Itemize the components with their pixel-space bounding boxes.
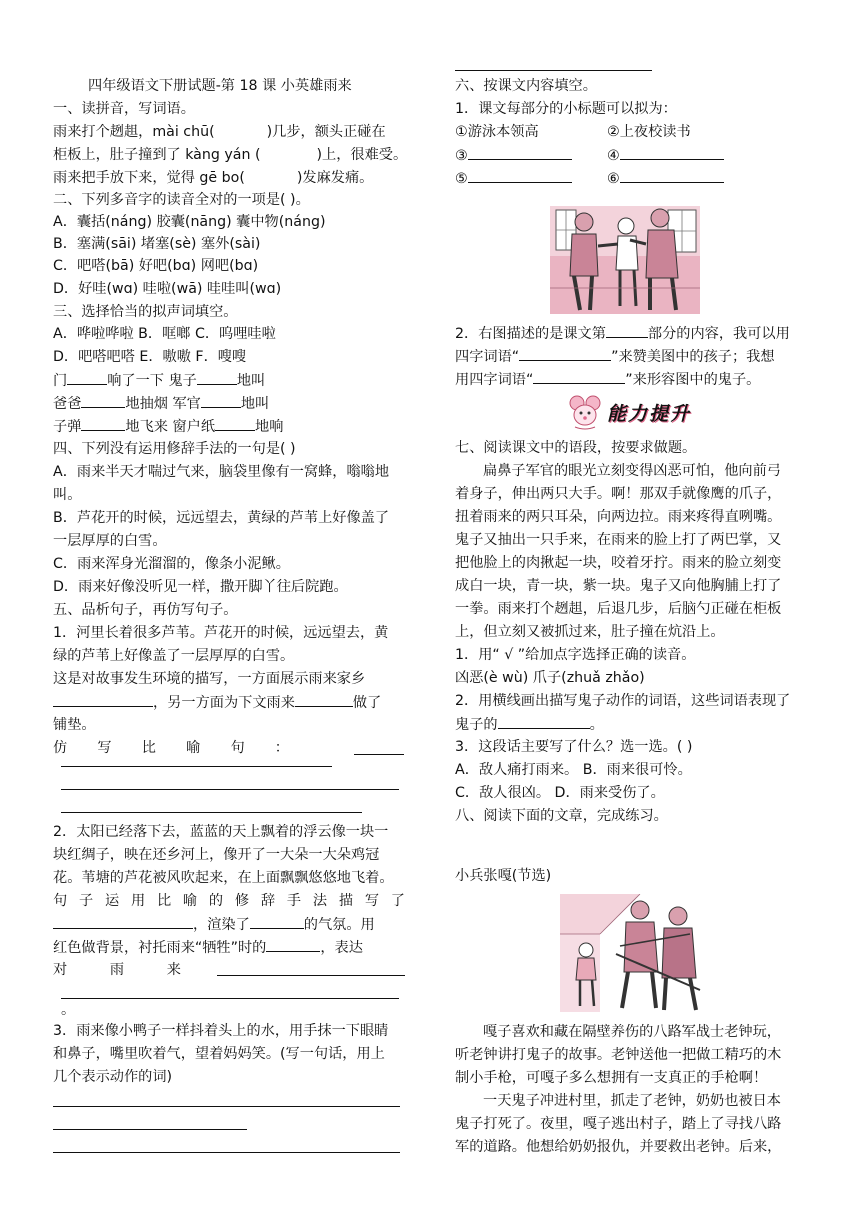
s1-line-1: 雨来打个趔趄，mài chū( )几步，额头正碰在 <box>53 124 386 140</box>
section-6-heading: 六、按课文内容填空。 <box>455 78 597 94</box>
s4-option-a-l1: A．雨来半天才喘过气来，脑袋里像有一窝蜂，嗡嗡地 <box>53 464 390 480</box>
s6-option-3: ③ <box>455 145 572 166</box>
s4-option-a-l2: 叫。 <box>53 487 82 503</box>
blank[interactable] <box>53 692 153 707</box>
story-l6: 军的道路。他想给奶奶报仇，并要救出老钟。后来， <box>455 1139 782 1155</box>
blank[interactable] <box>519 346 611 361</box>
blank[interactable] <box>498 714 590 729</box>
answer-line[interactable] <box>53 1106 400 1107</box>
section-8-heading: 八、阅读下面的文章，完成练习。 <box>455 808 668 824</box>
s5-q2-l4: 句 子 运 用 比 喻 的 修 辞 手 法 描 写 了 <box>53 893 405 909</box>
s5-q2-end: 。 <box>61 1002 76 1018</box>
answer-line[interactable] <box>455 70 652 71</box>
s5-q2-l1: 2．太阳已经落下去，蓝蓝的天上飘着的浮云像一块一 <box>53 824 389 840</box>
blank[interactable] <box>197 370 237 385</box>
s3-options-1: A．哗啦哗啦 B．哐啷 C．呜哩哇啦 <box>53 326 276 342</box>
s2-option-b: B．塞满(sāi) 堵塞(sè) 塞外(sài) <box>53 236 261 252</box>
s7-q1-options: 凶恶(è wù) 爪子(zhuǎ zhǎo) <box>455 670 645 686</box>
s7-passage-l1: 扁鼻子军官的眼光立刻变得凶恶可怕，他向前弓 <box>483 463 781 479</box>
s4-option-c: C．雨来浑身光溜溜的，像条小泥鳅。 <box>53 556 290 572</box>
s6-q2-l2: 四字词语“ ”来赞美图中的孩子；我想 <box>455 346 775 367</box>
s3-fill-3: 子弹 地飞来 窗户纸 地响 <box>53 416 283 437</box>
blank[interactable] <box>215 416 255 431</box>
s6-q1: 1．课文每部分的小标题可以拟为： <box>455 101 677 117</box>
s7-q3-options-2: C．敌人很凶。 D．雨来受伤了。 <box>455 785 665 801</box>
s7-passage-l2: 着身子，伸出两只大手。啊！那双手就像鹰的爪子， <box>455 486 782 502</box>
answer-line[interactable] <box>53 1152 400 1153</box>
s5-q1-l2: 绿的芦苇上好像盖了一层厚厚的白雪。 <box>53 648 295 664</box>
s2-option-a: A．囊括(náng) 胶囊(nāng) 囊中物(náng) <box>53 214 326 230</box>
story-title: 小兵张嘎(节选) <box>455 868 552 884</box>
s5-q2-l7: 对 雨 来 <box>53 962 181 978</box>
s7-passage-l3: 扭着雨来的两只耳朵，向两边拉。雨来疼得直咧嘴。 <box>455 509 782 525</box>
s3-fill-2: 爸爸 地抽烟 军官 地叫 <box>53 393 269 414</box>
s7-passage-l7: 一拳。雨来打个趔趄，后退几步，后脑勺正碰在柜板 <box>455 601 782 617</box>
s5-q1-l5: 铺垫。 <box>53 717 96 733</box>
s5-q1-l3: 这是对故事发生环境的描写，一方面展示雨来家乡 <box>53 671 366 687</box>
s6-option-6: ⑥ <box>607 168 724 189</box>
section-3-heading: 三、选择恰当的拟声词填空。 <box>53 304 238 320</box>
answer-line[interactable] <box>61 812 362 813</box>
answer-line[interactable] <box>53 1129 247 1130</box>
s1-line-3: 雨来把手放下来，觉得 gē bo( )发麻发痛。 <box>53 170 374 186</box>
s5-q1-l4: ，另一方面为下文雨来 做了 <box>53 692 381 713</box>
blank[interactable] <box>468 145 572 160</box>
s5-q2-l5: ，渲染了 的气氛。用 <box>53 914 375 935</box>
answer-line[interactable] <box>61 789 399 790</box>
s5-q3-l2: 和鼻子，嘴里吹着气，望着妈妈笑。(写一句话，用上 <box>53 1046 385 1062</box>
s6-option-1: ①游泳本领高 <box>455 124 539 140</box>
s7-q2-l1: 2．用横线画出描写鬼子动作的词语，这些词语表现了 <box>455 693 791 709</box>
blank[interactable] <box>620 145 724 160</box>
section-2-heading: 二、下列多音字的读音全对的一项是( )。 <box>53 192 310 208</box>
story-l3: 制小手枪，可嘎子多么想拥有一支真正的手枪啊！ <box>455 1070 768 1086</box>
s2-option-c: C．吧嗒(bā) 好吧(bɑ) 网吧(bɑ) <box>53 258 259 274</box>
ability-badge <box>567 393 721 431</box>
section-4-heading: 四、下列没有运用修辞手法的一句是( ) <box>53 441 296 457</box>
blank[interactable] <box>53 914 193 929</box>
section-1-heading: 一、读拼音，写词语。 <box>53 101 195 117</box>
story-l4: 一天鬼子冲进村里，抓走了老钟，奶奶也被日本 <box>483 1093 781 1109</box>
blank[interactable] <box>468 168 572 183</box>
s7-passage-l4: 鬼子又抽出一只手来，在雨来的脸上打了两巴掌，又 <box>455 532 782 548</box>
s7-q3-options-1: A．敌人痛打雨来。 B．雨来很可怜。 <box>455 762 692 778</box>
blank[interactable] <box>295 692 353 707</box>
mouse-mascot-icon <box>567 393 603 431</box>
section-5-heading: 五、品析句子，再仿写句子。 <box>53 602 238 618</box>
s3-options-2: D．吧嗒吧嗒 E．嗷嗷 F．嗖嗖 <box>53 349 247 365</box>
s3-fill-1: 门 响了一下 鬼子 地叫 <box>53 370 265 391</box>
answer-line[interactable] <box>61 766 332 767</box>
s5-q3-l3: 几个表示动作的词) <box>53 1069 173 1085</box>
s5-q2-l3: 花。苇塘的芦花被风吹起来，在上面飘飘悠悠地飞着。 <box>53 870 394 886</box>
s7-passage-l5: 把他脸上的肉揪起一块，咬着牙拧。雨来的脸立刻变 <box>455 555 782 571</box>
s6-option-4: ④ <box>607 145 724 166</box>
blank[interactable] <box>533 369 625 384</box>
answer-line[interactable] <box>61 998 399 999</box>
badge-label: 能力提升 <box>607 403 692 425</box>
answer-line[interactable] <box>217 975 405 976</box>
blank[interactable] <box>81 416 125 431</box>
blank[interactable] <box>81 393 125 408</box>
s4-option-b-l1: B．芦花开的时候，远远望去，黄绿的芦苇上好像盖了 <box>53 510 390 526</box>
s4-option-b-l2: 一层厚厚的白雪。 <box>53 533 167 549</box>
s1-line-2: 柜板上，肚子撞到了 kàng yán ( )上，很难受。 <box>53 147 408 163</box>
page-title: 四年级语文下册试题-第 18 课 小英雄雨来 <box>88 78 352 94</box>
story-l5: 鬼子打死了。夜里，嘎子逃出村子，踏上了寻找八路 <box>455 1116 782 1132</box>
s7-q1: 1．用“ √ ”给加点字选择正确的读音。 <box>455 647 696 663</box>
story-l1: 嘎子喜欢和藏在隔壁养伤的八路军战士老钟玩， <box>483 1024 781 1040</box>
s7-passage-l8: 上，但立刻又被抓过来，肚子撞在炕沿上。 <box>455 624 725 640</box>
blank[interactable] <box>250 914 304 929</box>
illustration-soldiers-and-boy <box>560 894 708 1012</box>
s5-imitate-label: 仿 写 比 喻 句 ： <box>53 740 289 756</box>
s6-q2-l1: 2．右图描述的是课文第 部分的内容，我可以用 <box>455 323 790 344</box>
answer-line[interactable] <box>354 754 404 755</box>
s7-q2-l2: 鬼子的 。 <box>455 714 604 735</box>
s4-option-d: D．雨来好像没听见一样，撒开脚丫往后院跑。 <box>53 579 348 595</box>
s5-q2-l2: 块红绸子，映在还乡河上，像开了一大朵一大朵鸡冠 <box>53 847 380 863</box>
s7-q3: 3．这段话主要写了什么？选一选。( ) <box>455 739 693 755</box>
s6-option-5: ⑤ <box>455 168 572 189</box>
blank[interactable] <box>266 937 320 952</box>
blank[interactable] <box>67 370 107 385</box>
section-7-heading: 七、阅读课文中的语段，按要求做题。 <box>455 440 697 456</box>
s6-q2-l3: 用四字词语“ ”来形容图中的鬼子。 <box>455 369 760 390</box>
s2-option-d: D．好哇(wɑ) 哇啦(wā) 哇哇叫(wɑ) <box>53 281 282 297</box>
blank[interactable] <box>201 393 241 408</box>
s5-q2-l6: 红色做背景，衬托雨来“牺牲”时的 ，表达 <box>53 937 363 958</box>
s7-passage-l6: 成白一块，青一块，紫一块。鬼子又向他胸脯上打了 <box>455 578 782 594</box>
s5-q1-l1: 1．河里长着很多芦苇。芦花开的时候，远远望去，黄 <box>53 625 389 641</box>
blank[interactable] <box>620 168 724 183</box>
s5-q3-l1: 3．雨来像小鸭子一样抖着头上的水，用手抹一下眼睛 <box>53 1023 389 1039</box>
blank[interactable] <box>606 323 648 338</box>
story-l2: 听老钟讲打鬼子的故事。老钟送他一把做工精巧的木 <box>455 1047 782 1063</box>
s6-option-2: ②上夜校读书 <box>607 124 691 140</box>
illustration-interrogation <box>550 196 700 314</box>
